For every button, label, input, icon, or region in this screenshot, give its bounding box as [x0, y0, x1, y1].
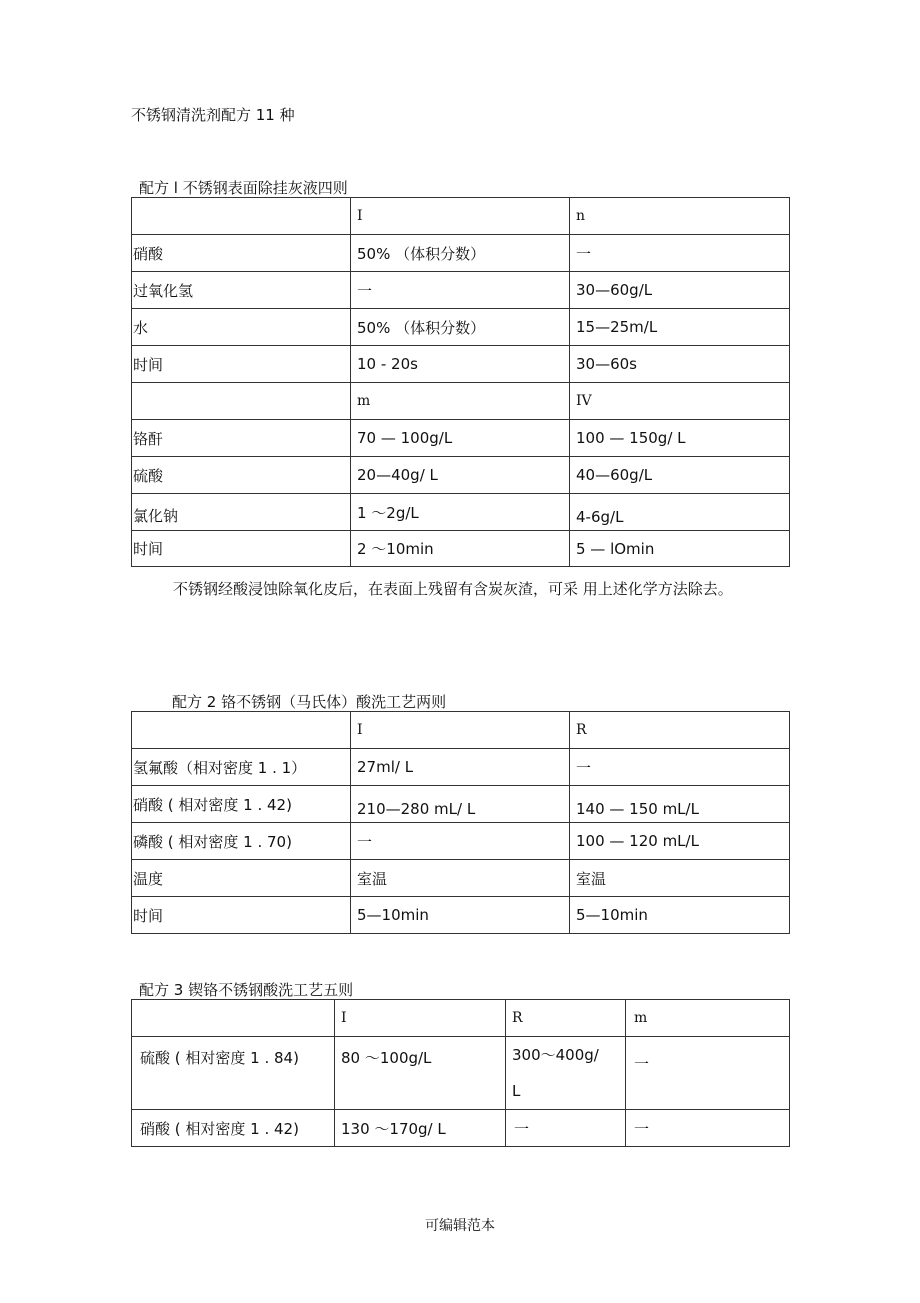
table-row	[132, 823, 790, 860]
table-row	[132, 860, 790, 897]
table-cell	[132, 1000, 335, 1037]
table-cell: 氢氟酸（相对密度 1 . 1）	[132, 749, 351, 786]
table-cell: 10 - 20s	[351, 346, 570, 383]
recipe3-caption: 配方 3 锲铬不锈钢酸洗工艺五则	[139, 981, 354, 999]
table-cell: 20—40g/ L	[351, 457, 570, 494]
table-cell: 5—10min	[351, 897, 570, 934]
table-cell: 140 — 150 mL/L	[570, 786, 790, 823]
table-row	[132, 749, 790, 786]
table-cell: 4-6g/L	[570, 494, 790, 531]
recipe2-table	[131, 711, 790, 934]
column-header: R	[570, 712, 790, 749]
table-cell: 水	[132, 309, 351, 346]
column-header: I	[335, 1000, 506, 1037]
table-row	[132, 1110, 790, 1147]
table-cell: 磷酸 ( 相对密度 1 . 70)	[132, 823, 351, 860]
table-row	[132, 897, 790, 934]
table-cell: 210—280 mL/ L	[351, 786, 570, 823]
recipe1-table	[131, 197, 790, 567]
table-row	[132, 272, 790, 309]
table-cell: 100 — 120 mL/L	[570, 823, 790, 860]
column-header: I	[351, 198, 570, 235]
table-cell: 5 — lOmin	[570, 531, 790, 567]
recipe3-table	[131, 999, 790, 1147]
table-cell	[132, 383, 351, 420]
table-cell: 30—60s	[570, 346, 790, 383]
table-row	[132, 346, 790, 383]
table-cell: 50% （体积分数）	[351, 309, 570, 346]
table-cell: 一	[506, 1110, 626, 1147]
table-cell: 一	[570, 235, 790, 272]
table-cell: 100 — 150g/ L	[570, 420, 790, 457]
table-cell: 15—25m/L	[570, 309, 790, 346]
table-row	[132, 420, 790, 457]
column-header: m	[351, 383, 570, 420]
document-title: 不锈钢清洗剂配方 11 种	[131, 106, 295, 124]
table-cell	[506, 1037, 626, 1110]
table-cell: 70 — 100g/L	[351, 420, 570, 457]
table-cell: 室温	[351, 860, 570, 897]
table-row	[132, 1037, 790, 1110]
table-cell: 50% （体积分数）	[351, 235, 570, 272]
table-cell: 时间	[132, 346, 351, 383]
table-cell: 一	[570, 749, 790, 786]
column-header: IV	[570, 383, 790, 420]
table-cell: 一	[626, 1037, 790, 1110]
table-cell: 过氧化氢	[132, 272, 351, 309]
table-cell	[132, 198, 351, 235]
table-row	[132, 235, 790, 272]
table-row	[132, 309, 790, 346]
table-row	[132, 457, 790, 494]
column-header: m	[626, 1000, 790, 1037]
table-cell: 硫酸	[132, 457, 351, 494]
table-cell: 硝酸 ( 相对密度 1 . 42)	[132, 1110, 335, 1147]
table-cell: 硫酸 ( 相对密度 1 . 84)	[132, 1037, 335, 1110]
table-cell: 时间	[132, 531, 351, 567]
table-cell: 40—60g/L	[570, 457, 790, 494]
table-cell: 时间	[132, 897, 351, 934]
table-cell-line: 300〜400g/	[512, 1046, 599, 1064]
table-cell: 5—10min	[570, 897, 790, 934]
table-cell: 铬酐	[132, 420, 351, 457]
column-header: R	[506, 1000, 626, 1037]
table-row	[132, 531, 790, 567]
table-cell: 一	[351, 823, 570, 860]
table-cell: 80 〜100g/L	[335, 1037, 506, 1110]
table-cell: 1 〜2g/L	[351, 494, 570, 531]
table-header-row	[132, 1000, 790, 1037]
column-header: I	[351, 712, 570, 749]
table-cell: 130 〜170g/ L	[335, 1110, 506, 1147]
table-header-row	[132, 712, 790, 749]
recipe2-caption: 配方 2 铬不锈钢（马氏体）酸洗工艺两则	[172, 693, 447, 711]
table-cell: 室温	[570, 860, 790, 897]
table-row	[132, 786, 790, 823]
table-cell: 氯化钠	[132, 494, 351, 531]
table-header-row	[132, 198, 790, 235]
table-cell: 2 〜10min	[351, 531, 570, 567]
column-header: n	[570, 198, 790, 235]
table-header-row	[132, 383, 790, 420]
table-cell: 硝酸	[132, 235, 351, 272]
page-footer: 可编辑范本	[425, 1218, 495, 1234]
recipe1-note: 不锈钢经酸浸蚀除氧化皮后，在表面上残留有含炭灰渣，可采 用上述化学方法除去。	[173, 580, 733, 598]
table-cell: 30—60g/L	[570, 272, 790, 309]
table-cell: 27ml/ L	[351, 749, 570, 786]
table-cell: 一	[351, 272, 570, 309]
table-cell: 硝酸 ( 相对密度 1 . 42)	[132, 786, 351, 823]
table-row	[132, 494, 790, 531]
table-cell-line: L	[512, 1082, 521, 1100]
table-cell: 温度	[132, 860, 351, 897]
table-cell: 一	[626, 1110, 790, 1147]
recipe1-caption: 配方 l 不锈钢表面除挂灰液四则	[139, 179, 348, 197]
table-cell	[132, 712, 351, 749]
